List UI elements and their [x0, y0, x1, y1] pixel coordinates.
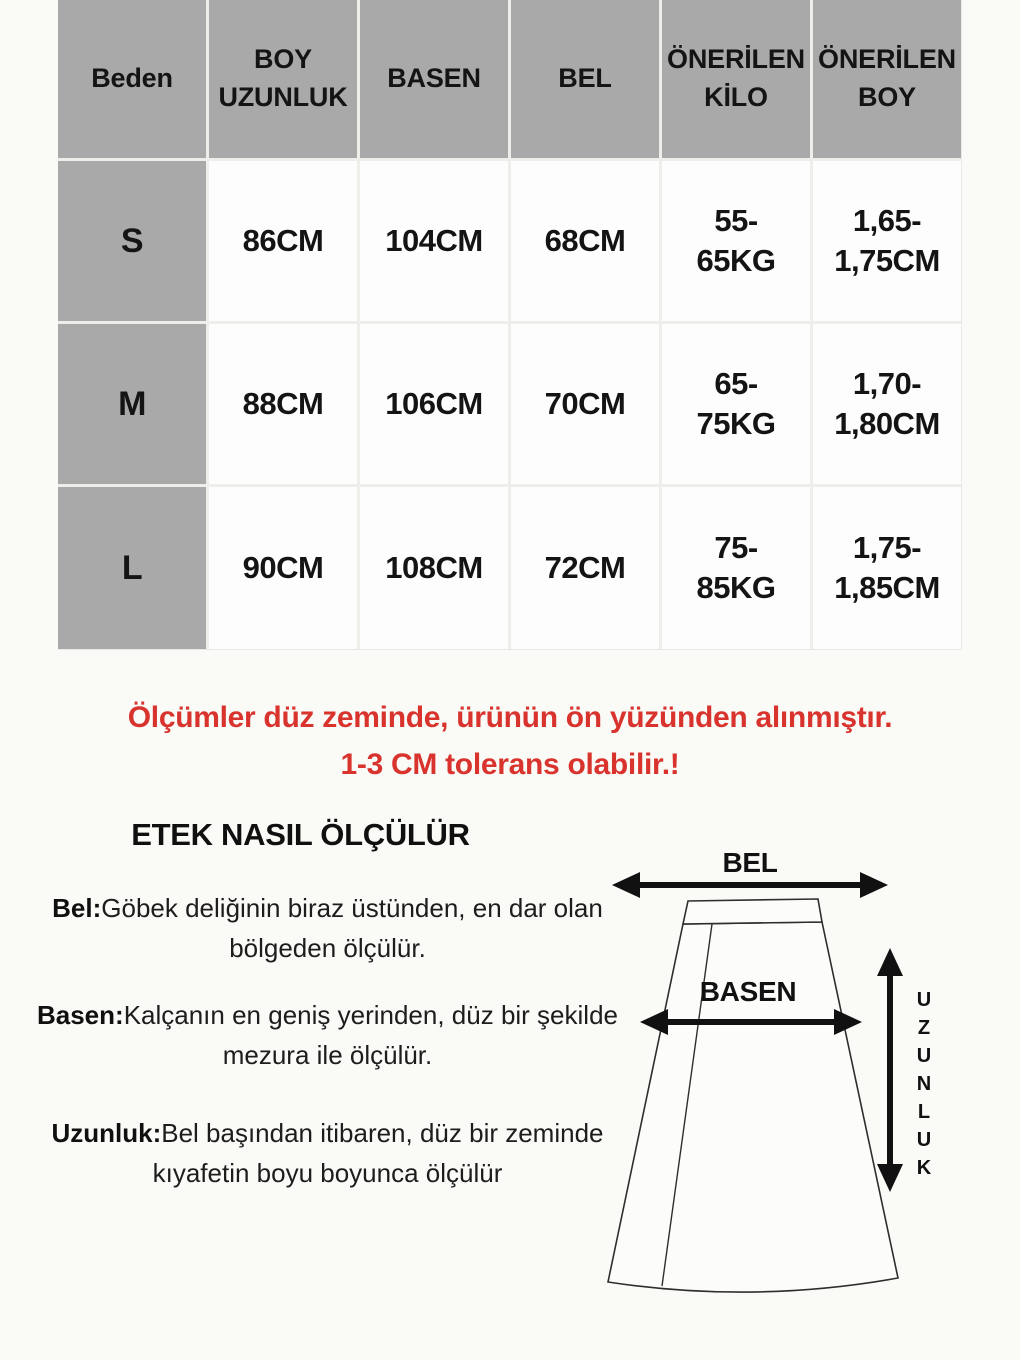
table-cell-m-kilo [662, 324, 810, 484]
howto-item-basen [35, 995, 620, 1075]
howto-text: Bel başından itibaren, düz bir zeminde kıyafetin boyu boyunca ölçülür [152, 1118, 604, 1188]
table-cell-s-bel [511, 161, 659, 321]
note-line: Ölçümler düz zeminde, ürünün ön yüzünden alınmıştır. [127, 701, 893, 734]
cell-text: 108CM [385, 549, 483, 585]
cell-text: L [121, 548, 143, 587]
cell-text: 1,80CM [834, 406, 940, 441]
cell-text: 1,70- [852, 365, 922, 401]
column-header-boy-uzunluk [209, 0, 357, 158]
note-line: 1-3 CM tolerans olabilir.! [340, 748, 680, 781]
cell-text: 55- [714, 202, 758, 238]
table-cell-s-boy-uzunluk [209, 161, 357, 321]
howto-text: Göbek deliğinin biraz üstünden, en dar olan bölgeden ölçülür. [101, 893, 603, 963]
table-cell-l-boy-uzunluk [209, 487, 357, 649]
column-header-onerilen-kilo [662, 0, 810, 158]
table-cell-m-onerilen-boy [813, 324, 961, 484]
uzunluk-letter: Z [917, 1017, 931, 1039]
column-header-bel [511, 0, 659, 158]
cell-text: 68CM [544, 222, 626, 258]
cell-text: S [120, 221, 144, 260]
cell-text: 85KG [696, 570, 776, 605]
bel-label: BEL [722, 847, 778, 878]
cell-text: 65- [714, 365, 758, 401]
table-cell-l-basen [360, 487, 508, 649]
header-text: BOY [858, 82, 916, 112]
header-text: ÖNERİLEN [818, 44, 956, 75]
table-cell-m-boy-uzunluk [209, 324, 357, 484]
howto-label: Basen: [36, 1000, 124, 1030]
cell-text: 104CM [385, 222, 483, 258]
basen-label: BASEN [699, 976, 797, 1007]
uzunluk-letter: U [916, 1045, 932, 1067]
header-text: UZUNLUK [218, 82, 348, 112]
cell-text: 1,75CM [834, 243, 940, 278]
uzunluk-letter: L [917, 1101, 931, 1123]
howto-label: Uzunluk: [51, 1118, 162, 1148]
table-cell-m-bel [511, 324, 659, 484]
uzunluk-letter: N [916, 1073, 932, 1095]
table-cell-l-kilo [662, 487, 810, 649]
table-cell-s-kilo [662, 161, 810, 321]
howto-title: ETEK NASIL ÖLÇÜLÜR [131, 817, 470, 852]
table-cell-l-bel [511, 487, 659, 649]
cell-text: 86CM [242, 222, 324, 258]
size-chart-table [58, 0, 962, 650]
cell-text: 1,65- [852, 202, 922, 238]
column-header-beden [58, 0, 206, 158]
uzunluk-letter: U [916, 1129, 932, 1151]
skirt-measure-diagram [580, 830, 1020, 1310]
cell-text: 65KG [696, 243, 776, 278]
howto-label: Bel: [52, 893, 102, 923]
howto-text: Kalçanın en geniş yerinden, düz bir şekilde mezura ile ölçülür. [123, 1000, 618, 1070]
howto-item-bel [35, 888, 620, 968]
size-label-s [58, 161, 206, 321]
size-label-l [58, 487, 206, 649]
measurement-tolerance-note [0, 694, 1020, 788]
size-label-m [58, 324, 206, 484]
howto-item-uzunluk [35, 1113, 620, 1193]
uzunluk-letter: U [916, 989, 932, 1011]
cell-text: 75- [714, 529, 758, 565]
column-header-basen [360, 0, 508, 158]
cell-text: 90CM [242, 549, 324, 585]
cell-text: 1,85CM [834, 570, 940, 605]
table-cell-l-onerilen-boy [813, 487, 961, 649]
uzunluk-label [917, 989, 932, 1179]
skirt-waistband [683, 899, 822, 924]
table-cell-s-basen [360, 161, 508, 321]
header-text: BASEN [387, 63, 481, 94]
column-header-onerilen-boy [813, 0, 961, 158]
cell-text: 75KG [696, 406, 776, 441]
header-text: BEL [558, 63, 612, 94]
table-cell-m-basen [360, 324, 508, 484]
header-text: ÖNERİLEN [667, 44, 805, 75]
cell-text: 1,75- [852, 529, 922, 565]
header-text: Beden [91, 63, 173, 94]
cell-text: 106CM [385, 385, 483, 421]
cell-text: 72CM [544, 549, 626, 585]
uzunluk-letter: K [916, 1157, 932, 1179]
cell-text: 88CM [242, 385, 324, 421]
table-cell-s-onerilen-boy [813, 161, 961, 321]
cell-text: M [118, 384, 146, 423]
header-text: BOY [254, 44, 312, 75]
uzunluk-arrow [877, 948, 903, 1192]
cell-text: 70CM [544, 385, 626, 421]
header-text: KİLO [704, 82, 768, 112]
